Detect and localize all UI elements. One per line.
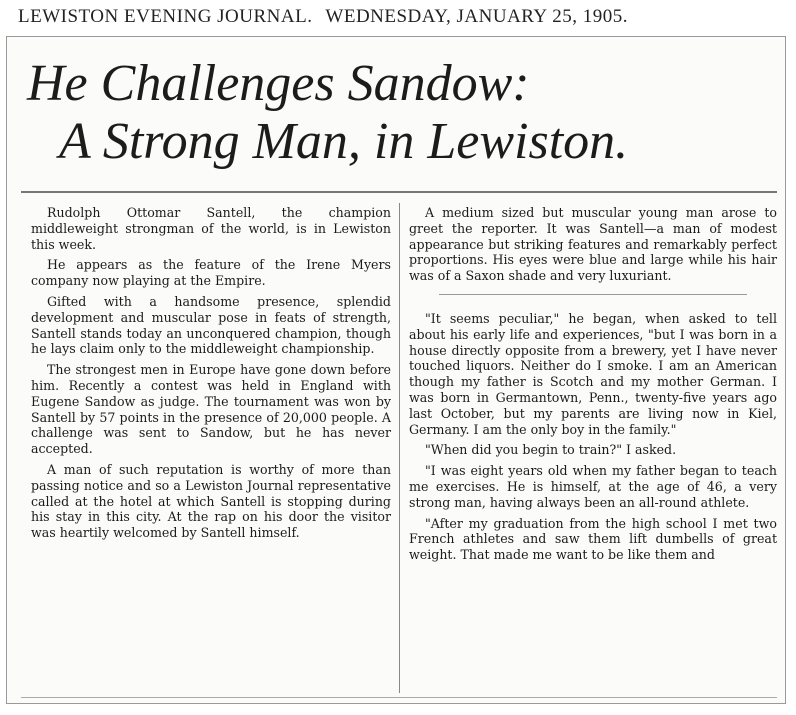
newspaper-masthead (18, 6, 778, 32)
paragraph: "It seems peculiar," he began, when asked to tell about his early life and experiences, "but I was born in a house directly opposite from a brewery, yet I have never touched liquors. Neither do I smoke. I am an American though my father is Scotch and my mother German. I was born in Germantown, Penn., twenty-five years ago last October, but my parents are living now in Kiel, Germany. I am the only boy in the family." (409, 310, 777, 437)
paragraph: The strongest men in Europe have gone down before him. Recently a contest was held in England with Eugene Sandow as judge. The tournament was won by Santell by 57 points in the presence of 20,000 people. A challenge was sent to Sandow, but he has never accepted. (31, 362, 391, 457)
paragraph: He appears as the feature of the Irene Myers company now playing at the Empire. (31, 257, 391, 289)
paragraph: Rudolph Ottomar Santell, the champion middleweight strongman of the world, is in Lewiston this week. (31, 205, 391, 252)
article-clipping (6, 36, 786, 704)
paragraph: "I was eight years old when my father began to teach me exercises. He is himself, at the age of 46, a very strong man, having always been an all-round athlete. (409, 463, 777, 510)
right-column (409, 205, 777, 568)
column-divider (399, 203, 400, 693)
paragraph: A man of such reputation is worthy of more than passing notice and so a Lewiston Journal representative called at the hotel at which Santell is stopping during his stay in this city. At the rap on his door the visitor was heartily welcomed by Santell himself. (31, 461, 391, 541)
paragraph: A medium sized but muscular young man arose to greet the reporter. It was Santell—a man of modest appearance but striking features and remarkably perfect proportions. His eyes were blue and large while his hair was of a Saxon shade and very luxuriant. (409, 205, 777, 284)
headline-line-1: He Challenges Sandow: (27, 55, 530, 112)
headline-rule (21, 191, 777, 193)
bottom-rule (21, 697, 777, 698)
issue-date: WEDNESDAY, JANUARY 25, 1905. (325, 6, 628, 27)
paragraph: "After my graduation from the high school I met two French athletes and saw them lift dumbells of great weight. That made me want to be like them and (409, 515, 777, 563)
paper-name: LEWISTON EVENING JOURNAL. (18, 6, 313, 27)
paragraph: Gifted with a handsome presence, splendid development and muscular pose in feats of strength, Santell stands today an unconquered champion, though he lays claim only to the middleweight championship. (31, 293, 391, 357)
paragraph: "When did you begin to train?" I asked. (425, 442, 677, 458)
section-separator (439, 294, 747, 295)
left-column (31, 205, 391, 546)
headline (27, 55, 777, 171)
headline-line-2: A Strong Man, in Lewiston. (59, 113, 629, 170)
